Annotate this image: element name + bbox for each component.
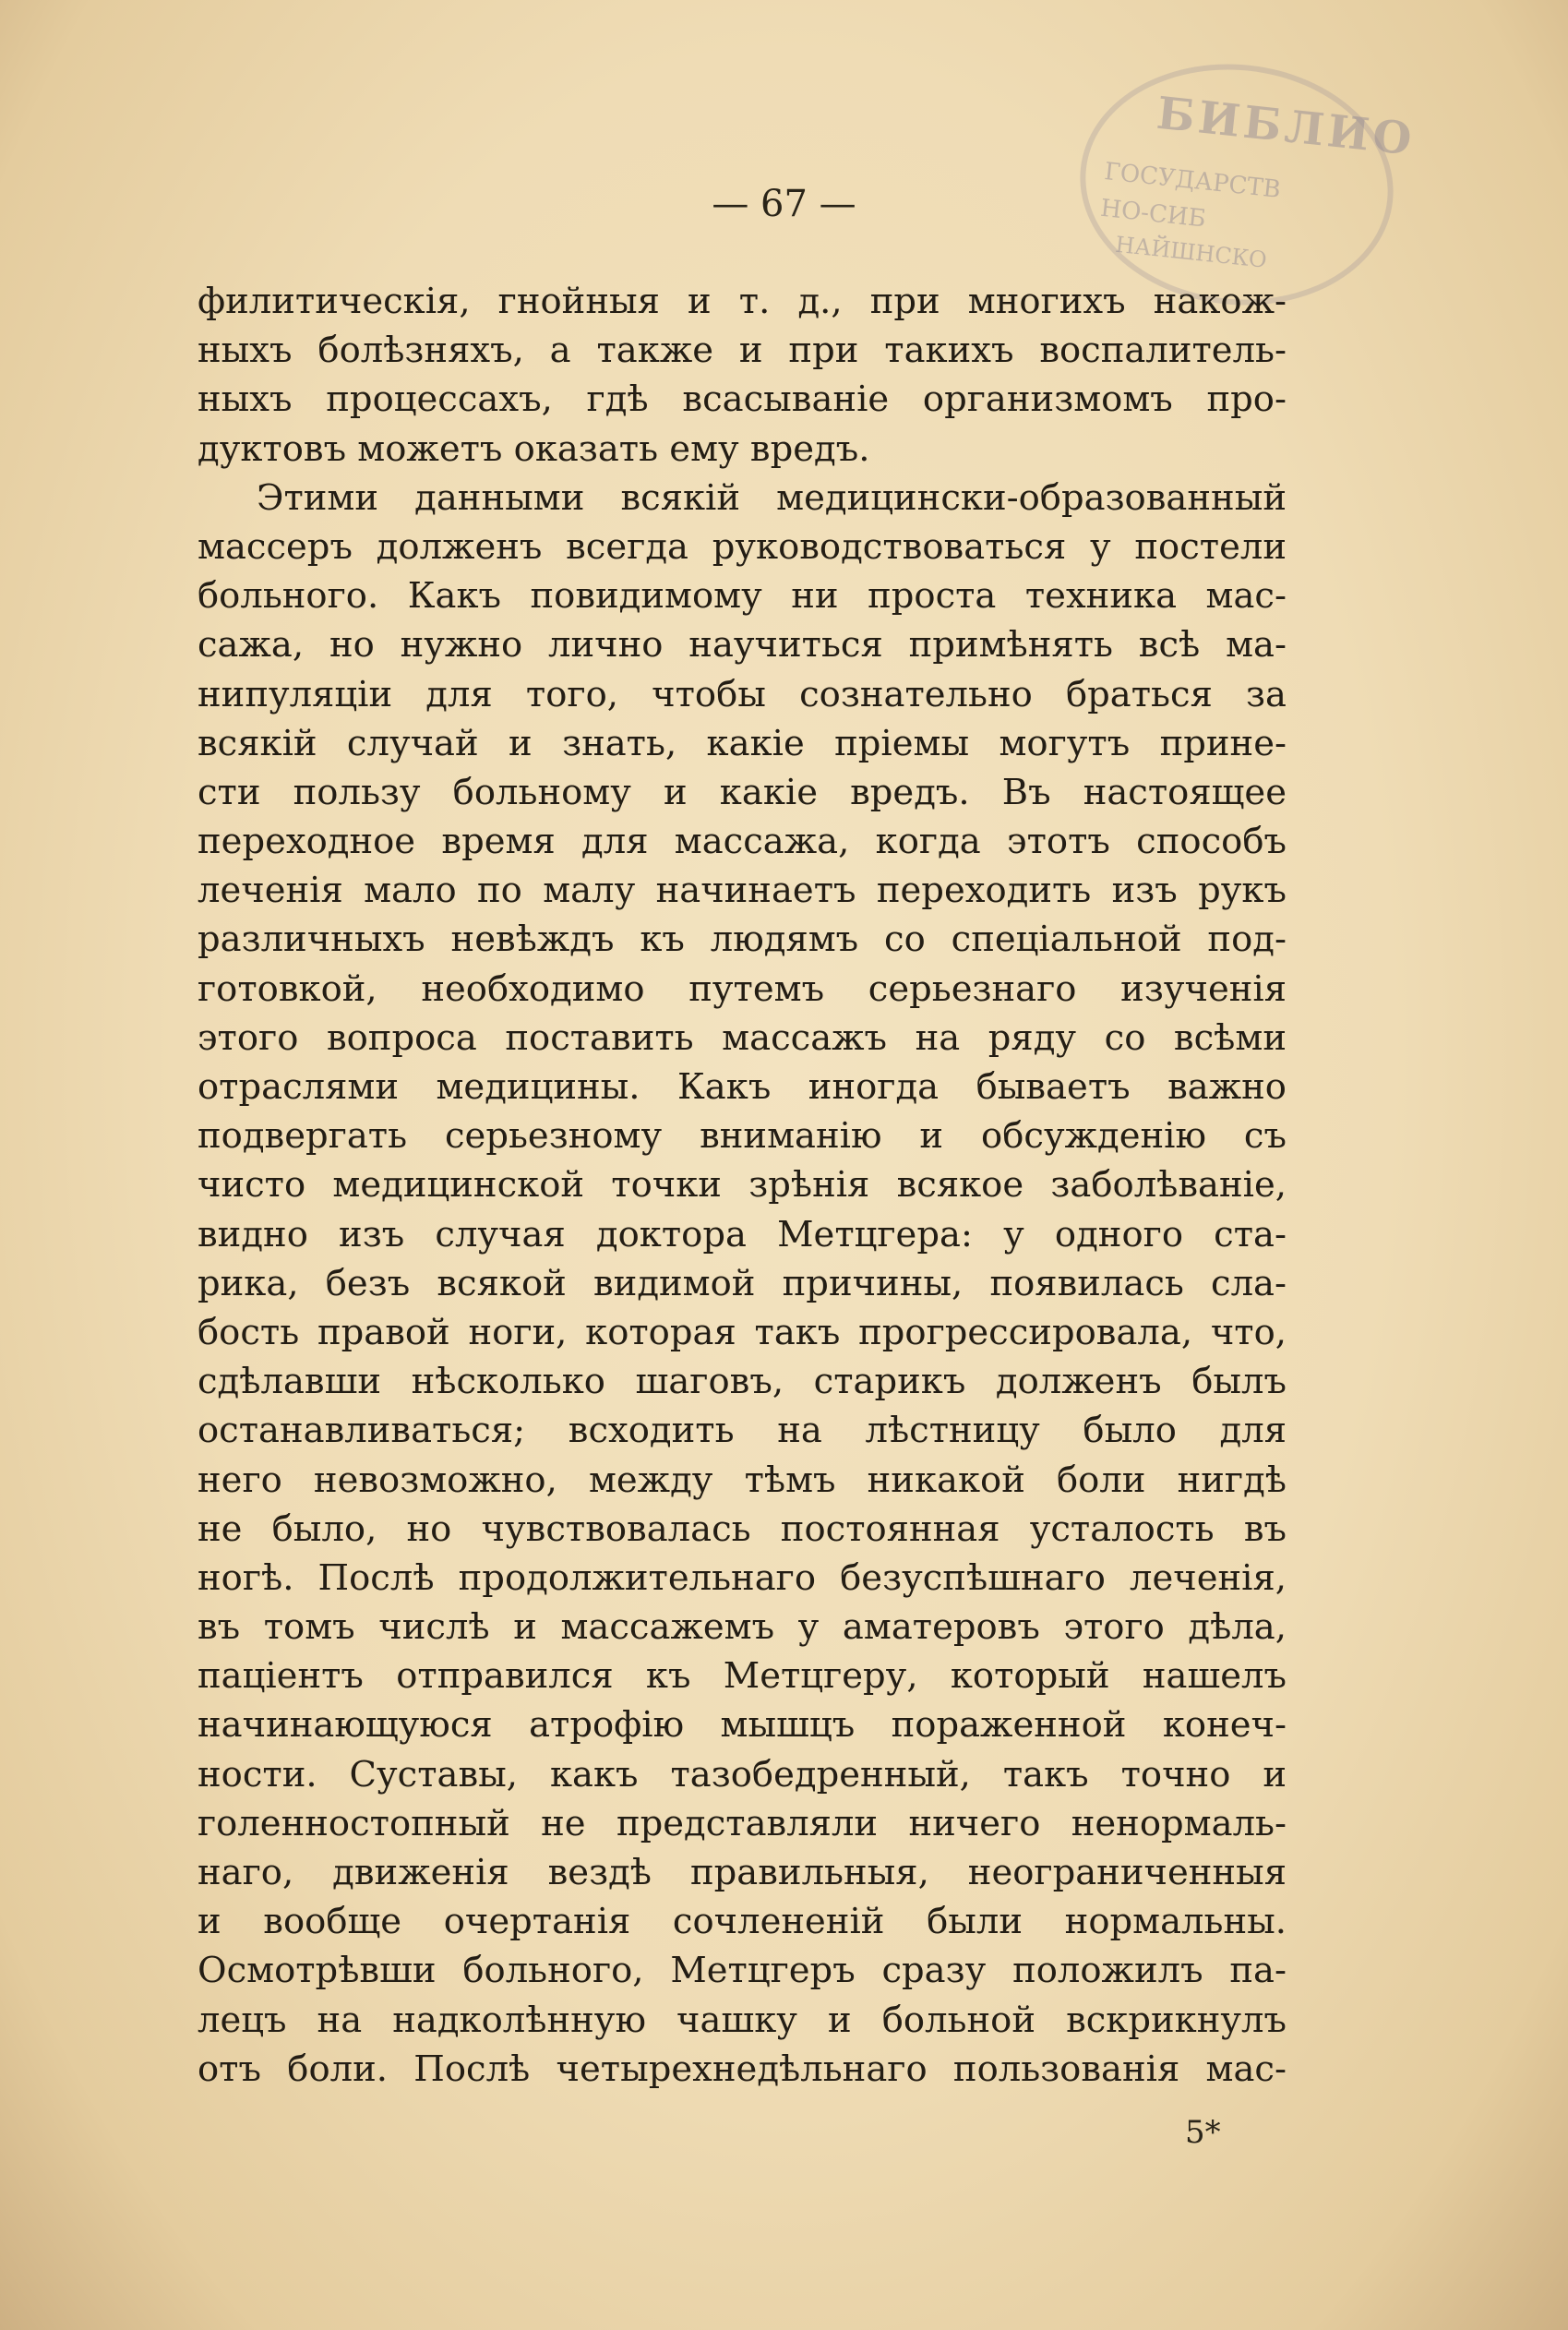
text-line: массеръ долженъ всегда руководствоваться у постели [197,525,1287,568]
text-line: отраслями медицины. Какъ иногда бываетъ важно [197,1066,1287,1108]
text-line: него невозможно, между тѣмъ никакой боли нигдѣ [197,1459,1287,1501]
text-line: дуктовъ можетъ оказать ему вредъ. [197,427,870,470]
stamp-text: НО-СИБ [1098,194,1207,234]
text-line: филитическія, гнойныя и т. д., при многихъ накож- [197,281,1287,322]
text-line: паціентъ отправился къ Метцгеру, который нашелъ [197,1655,1287,1698]
page-number: — 67 — [712,183,856,225]
text-line: видно изъ случая доктора Метцгера: у одного ста- [197,1213,1287,1255]
stamp-text: НАЙШНСКО [1114,231,1269,273]
text-line: Осмотрѣвши больного, Метцгеръ сразу положилъ па- [197,1950,1287,1992]
text-line: переходное время для массажа, когда этотъ способъ [197,821,1287,863]
text-line: начинающуюся атрофію мышцъ пораженной конеч- [197,1704,1287,1747]
text-line: леченія мало по малу начинаетъ переходить изъ рукъ [197,870,1287,912]
text-line: бость правой ноги, которая такъ прогрессировала, что, [197,1311,1287,1353]
text-line: подвергать серьезному вниманію и обсужденію съ [197,1115,1287,1158]
text-line: чисто медицинской точки зрѣнія всякое заболѣваніе, [197,1164,1287,1207]
printer-signature: 5* [1185,2114,1221,2151]
text-line: различныхъ невѣждъ къ людямъ со спеціальной под- [197,919,1287,961]
text-line: наго, движенія вездѣ правильныя, неограниченныя [197,1852,1287,1893]
text-line: голенностопный не представляли ничего ненормаль- [197,1802,1287,1844]
text-line: сти пользу больному и какіе вредъ. Въ настоящее [197,771,1287,813]
text-line: ности. Суставы, какъ тазобедренный, такъ точно и [197,1753,1287,1796]
stamp-text: ГОСУДАРСТВ [1103,158,1283,204]
text-line: сажа, но нужно лично научиться примѣнять всѣ ма- [197,624,1287,667]
text-line: ныхъ болѣзняхъ, а также и при такихъ воспалитель- [197,330,1287,372]
text-line: отъ боли. Послѣ четырехнедѣльнаго пользованія мас- [197,2048,1287,2090]
text-line: этого вопроса поставить массажъ на ряду со всѣми [197,1016,1287,1059]
stamp-text: БИБЛИО [1154,87,1418,166]
text-line: останавливаться; всходить на лѣстницу было для [197,1410,1287,1452]
text-line: рика, безъ всякой видимой причины, появилась сла- [197,1262,1287,1304]
text-line: лецъ на надколѣнную чашку и больной вскрикнулъ [197,1999,1287,2041]
body-text [197,277,1287,2094]
text-line: готовкой, необходимо путемъ серьезнаго изученія [197,967,1287,1010]
text-line: и вообще очертанія сочлененій были нормальны. [197,1901,1287,1943]
text-line: больного. Какъ повидимому ни проста техника мас- [197,575,1287,618]
paragraph-first-line: Этими данными всякій медицински-образованный [257,476,1287,519]
text-line: въ томъ числѣ и массажемъ у аматеровъ этого дѣла, [197,1606,1287,1649]
text-line: сдѣлавши нѣсколько шаговъ, старикъ долженъ былъ [197,1361,1287,1403]
text-line: не было, но чувствовалась постоянная усталость въ [197,1507,1287,1550]
text-line: нипуляціи для того, чтобы сознательно браться за [197,673,1287,715]
text-line: ногѣ. Послѣ продолжительнаго безуспѣшнаго леченія, [197,1556,1287,1599]
text-line: ныхъ процессахъ, гдѣ всасываніе организмомъ про- [197,378,1287,421]
text-line: всякій случай и знать, какіе пріемы могутъ прине- [197,722,1287,764]
